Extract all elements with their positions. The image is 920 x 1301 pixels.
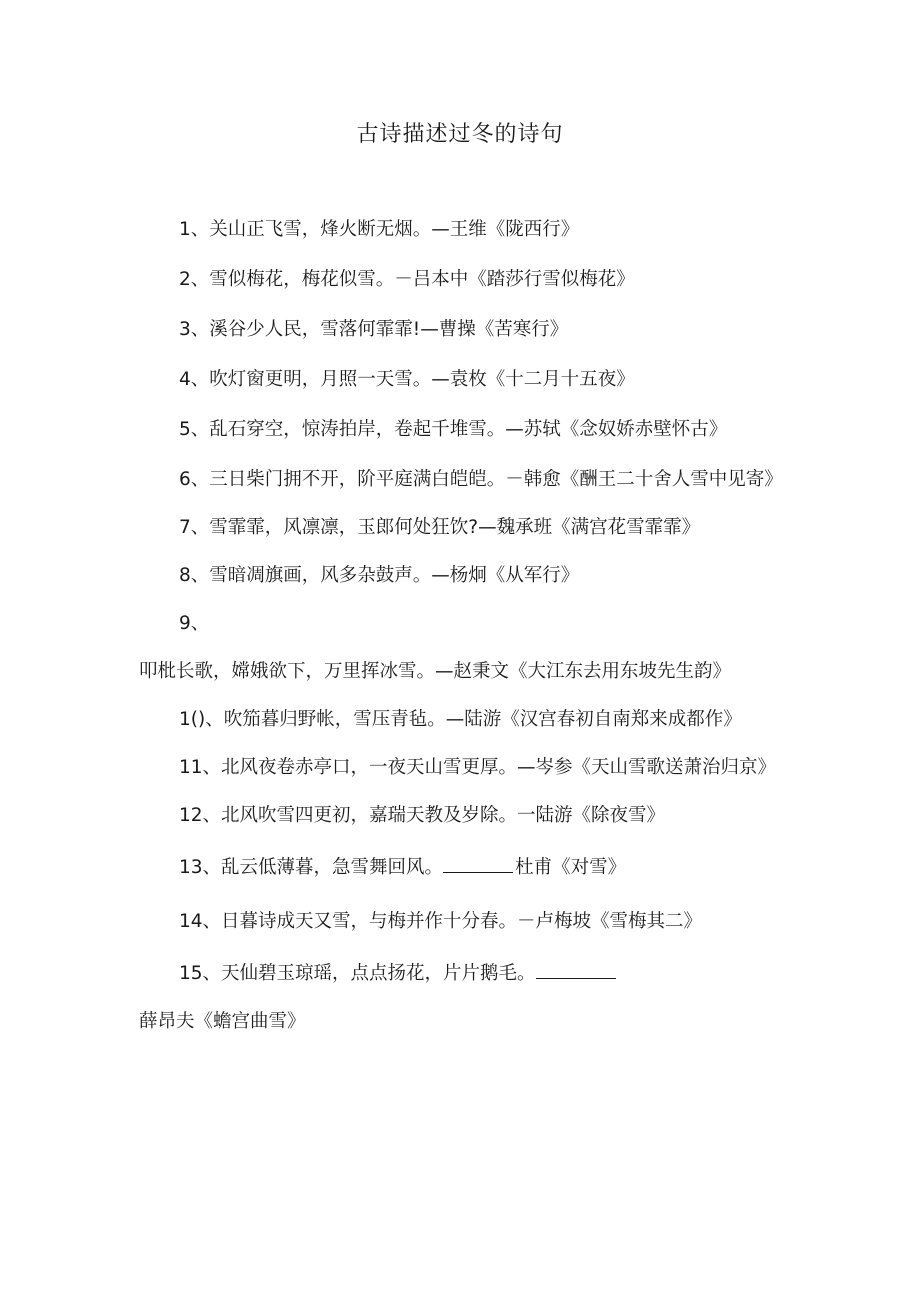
item-text: 日暮诗成天又雪，与梅并作十分春。－卢梅坡《雪梅其二》 [221, 911, 703, 932]
item-text: 三日柴门拥不开，阶平庭满白皑皑。－韩愈《酬王二十舍人雪中见寄》 [209, 469, 783, 490]
item-number: 3、 [179, 319, 210, 340]
item-number: 1()、 [179, 709, 224, 730]
item-number: 2、 [179, 269, 210, 290]
item-text: 叩枇长歌，嫦娥欲下，万里挥冰雪。—赵秉文《大江东去用东坡先生韵》 [139, 661, 732, 682]
item-number: 9、 [179, 613, 210, 634]
fill-blank-line [536, 960, 616, 979]
item-text: 乱云低薄暮，急雪舞回风。 [221, 857, 444, 878]
item-text: 雪暗凋旗画，风多杂鼓声。—杨炯《从军行》 [209, 565, 580, 586]
list-item [139, 504, 799, 552]
list-item [139, 456, 799, 504]
item-number: 12、 [179, 805, 222, 826]
item-number: 14、 [179, 911, 222, 932]
item-number: 13、 [179, 857, 222, 878]
item-number: 4、 [179, 369, 210, 390]
fill-blank-line [443, 854, 513, 873]
list-item [139, 206, 799, 254]
item-attribution: 杜甫《对雪》 [515, 857, 627, 878]
item-text: 吹灯窗更明，月照一天雪。—袁枚《十二月十五夜》 [209, 369, 635, 390]
item-text: 雪霏霏，风凛凛，玉郎何处狂饮?—魏承班《满宫花雪霏霏》 [209, 517, 701, 538]
item-text: 吹笳暮归野帐，雪压青毡。—陆游《汉宫春初自南郑来成都作》 [223, 709, 742, 730]
item-text: 北风吹雪四更初，嘉瑞天教及岁除。一陆游《除夜雪》 [221, 805, 666, 826]
list-item [139, 950, 799, 1046]
list-item [139, 256, 799, 304]
item-text: 溪谷少人民，雪落何霏霏!—曹操《苦寒行》 [209, 319, 569, 340]
item-number: 1、 [179, 219, 210, 240]
item-text: 关山正飞雪，烽火断无烟。—王维《陇西行》 [209, 219, 580, 240]
list-item [139, 356, 799, 404]
list-item [139, 552, 799, 600]
item-text: 雪似梅花，梅花似雪。－吕本中《踏莎行雪似梅花》 [209, 269, 635, 290]
item-number: 15、 [179, 963, 222, 984]
page-title: 古诗描述过冬的诗句 [356, 122, 564, 147]
item-number: 5、 [179, 419, 210, 440]
list-item [139, 744, 799, 792]
list-item [139, 696, 799, 744]
list-item [139, 898, 799, 946]
item-number: 8、 [179, 565, 210, 586]
item-text: 天仙碧玉琼瑶，点点扬花，片片鹅毛。 [221, 963, 536, 984]
item-text: 北风夜卷赤亭口，一夜天山雪更厚。—岑参《天山雪歌送萧治归京》 [221, 757, 777, 778]
item-number: 11、 [179, 757, 222, 778]
poem-list [139, 206, 799, 1046]
item-number: 7、 [179, 517, 210, 538]
item-attribution: 薛昂夫《蟾宫曲雪》 [139, 1011, 306, 1032]
list-item [139, 406, 799, 454]
list-item [139, 792, 799, 840]
item-text: 乱石穿空，惊涛拍岸，卷起千堆雪。—苏轼《念奴娇赤壁怀古》 [209, 419, 728, 440]
list-item [139, 306, 799, 354]
list-item [139, 844, 799, 892]
item-number: 6、 [179, 469, 210, 490]
list-item [139, 600, 799, 696]
